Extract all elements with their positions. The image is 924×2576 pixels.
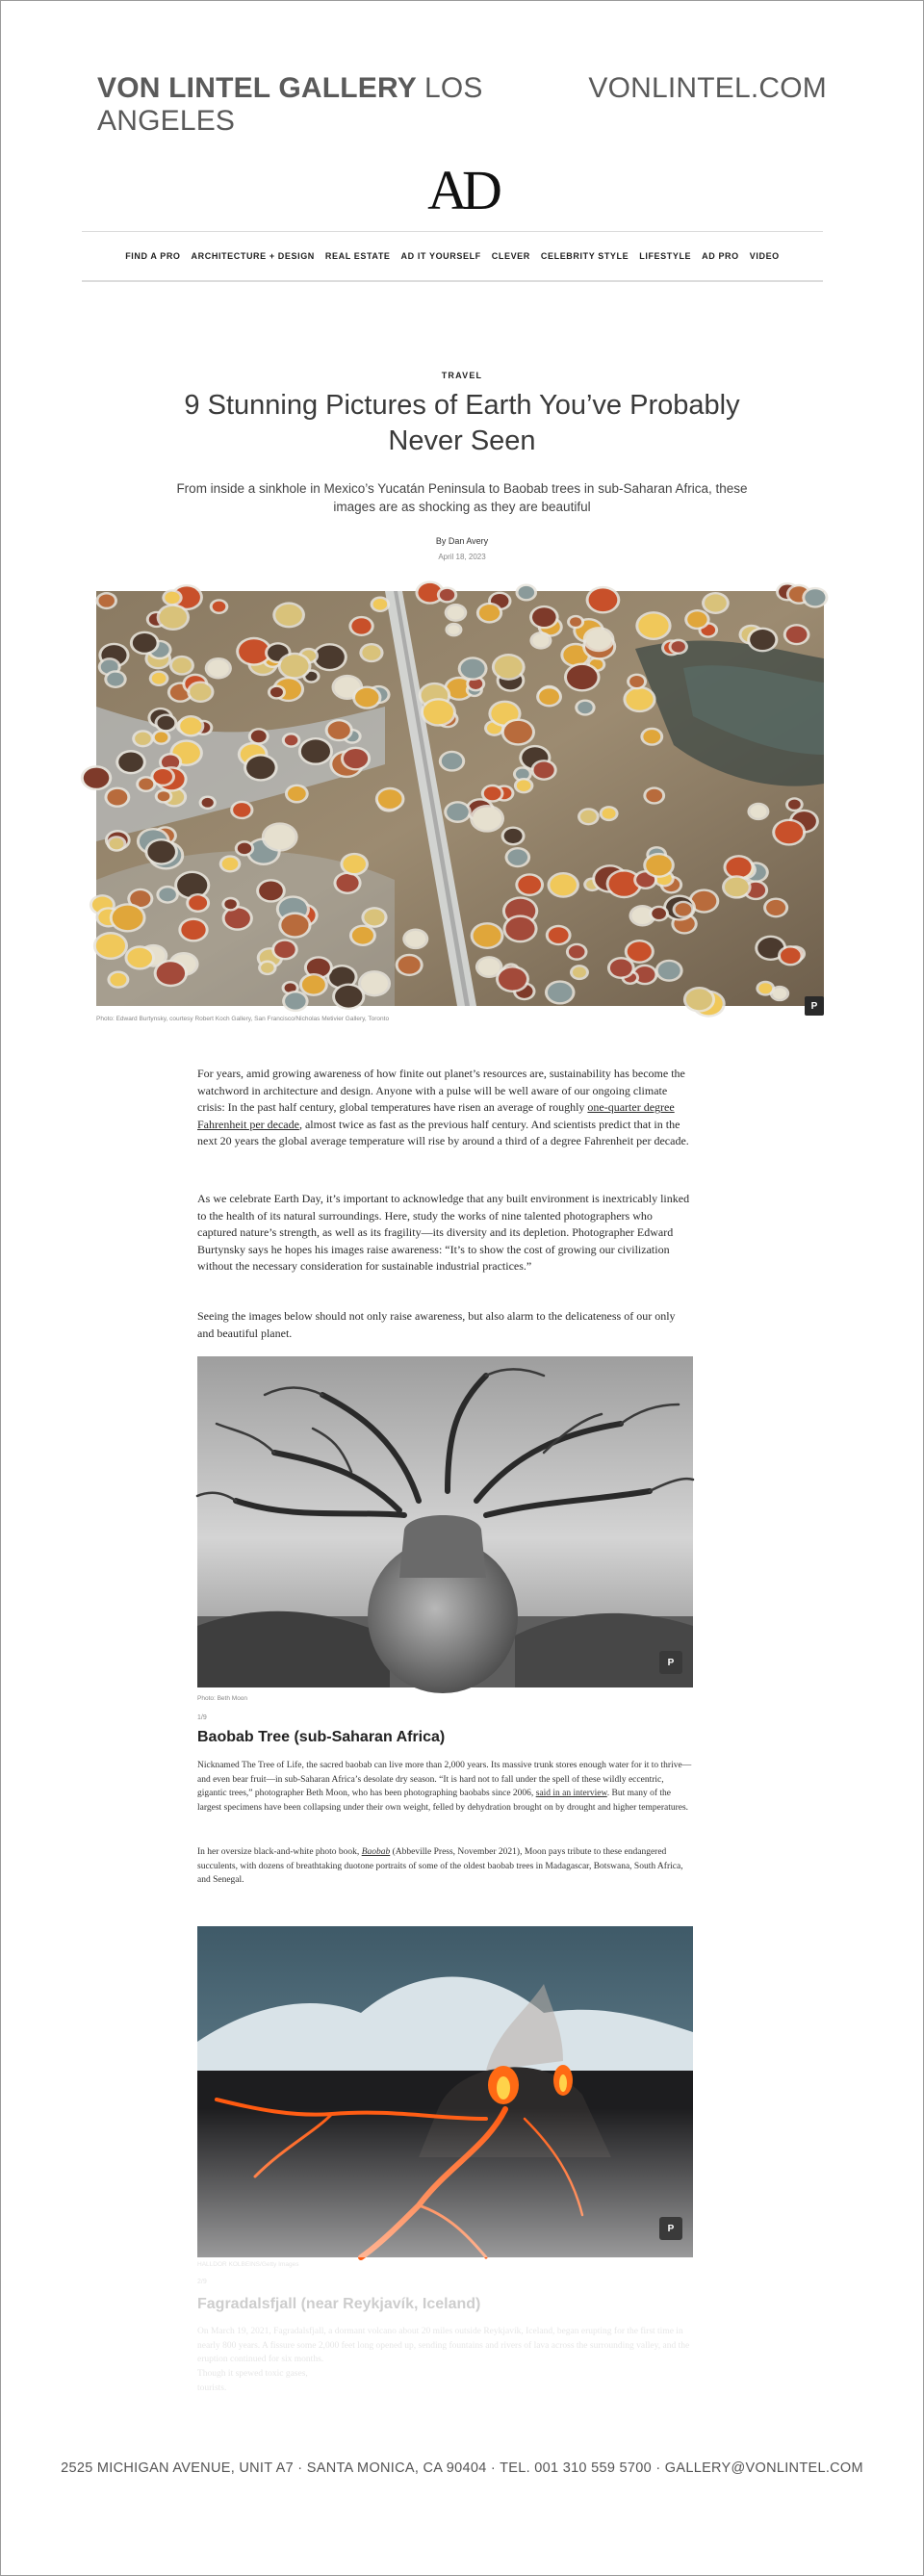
- volcano-paragraph-2: Though it spewed toxic gases,: [197, 2369, 308, 2379]
- article-paragraph-3: Seeing the images below should not only raise awareness, but also alarm to the delicateness of our only and beautiful planet.: [197, 1309, 676, 1340]
- pinterest-icon[interactable]: P: [659, 2217, 682, 2240]
- baobab-p1-text-end: . But many of the largest specimens have been collapsing under their own weight, felled by dehydration brought on by drought and higher temperatures.: [197, 1789, 689, 1813]
- nav-architecture-design[interactable]: ARCHITECTURE + DESIGN: [191, 251, 315, 261]
- nav-ad-it-yourself[interactable]: AD IT YOURSELF: [400, 251, 481, 261]
- nav-lifestyle[interactable]: LIFESTYLE: [639, 251, 692, 261]
- gallery-title[interactable]: [97, 72, 588, 138]
- volcano-slide-title: Fagradalsfjall (near Reykjavík, Iceland): [197, 2296, 481, 2312]
- baobab-paragraph-1: [197, 1759, 693, 1815]
- section-label[interactable]: TRAVEL: [441, 371, 483, 380]
- gallery-name: VON LINTEL GALLERY: [97, 72, 417, 104]
- baobab-p2-text-end: (Abbeville Press, November 2021), Moon pays tribute to these endangered succulents, with dozens of breathtaking duotone portraits of some of the oldest baobab trees in Madagascar, Botswana, South Africa, and Senegal.: [197, 1847, 683, 1886]
- volcano-paragraph-1: On March 19, 2021, Fagradalsfjall, a dormant volcano about 20 miles outside Reykjavík, Iceland, began erupting for the first time in nearly 800 years. A fissure some 2,000 feet long opened up, sending fountains and rivers of lava across the surrounding valley, and the eruption continued for six months.: [197, 2327, 690, 2365]
- article-p1-text-start: For years, amid growing awareness of how finite out planet’s resources are, sustainability has become the watchword in architecture and design. Anyone with a pulse will be well aware of our ongoing climate crisis: In the past half century, global temperatures have risen an average of roughly: [197, 1067, 685, 1115]
- nav-find-a-pro[interactable]: FIND A PRO: [125, 251, 181, 261]
- article-paragraph-2: As we celebrate Earth Day, it’s important to acknowledge that any built environment is inextricably linked to the health of its natural surroundings. Here, study the works of nine talented photographers who captured nature’s strength, as well as its fragility—its diversity and its depletion. Photographer Edward Burtynsky says he hopes his images raise awareness: “It’s to show the cost of growing our civilization without the necessary consideration for sustainable industrial practices.”: [197, 1192, 690, 1274]
- baobab-paragraph-2: [197, 1845, 693, 1888]
- baobab-photo: [197, 1356, 693, 1687]
- slide-counter: 1/9: [197, 1714, 207, 1721]
- slide-counter: 2/9: [197, 2279, 207, 2285]
- publish-date: April 18, 2023: [438, 553, 486, 561]
- pinterest-icon[interactable]: P: [659, 1651, 682, 1674]
- volcano-image: [197, 1926, 693, 2257]
- volcano-paragraph-3: tourists.: [197, 2383, 227, 2393]
- article-p1-text-end: , almost twice as fast as the previous half century. And scientists predict that in the next 20 years the global average temperature will rise by around a third of a degree Fahrenheit per decade.: [197, 1117, 689, 1148]
- volcano-photo-credit: HALLDOR KOLBEINS/Getty Images: [197, 2261, 299, 2268]
- nav-celebrity-style[interactable]: CELEBRITY STYLE: [540, 251, 629, 261]
- hero-image: [96, 591, 824, 1006]
- nav-ad-pro[interactable]: AD PRO: [702, 251, 739, 261]
- hero-photo-credit: Photo: Edward Burtynsky, courtesy Robert Koch Gallery, San Francisco/Nicholas Metivier Gallery, Toronto: [96, 1016, 390, 1022]
- nav-video[interactable]: VIDEO: [749, 251, 780, 261]
- nav-real-estate[interactable]: REAL ESTATE: [324, 251, 391, 261]
- interview-link[interactable]: said in an interview: [535, 1789, 607, 1799]
- baobab-photo-credit: Photo: Beth Moon: [197, 1695, 248, 1702]
- byline[interactable]: By Dan Avery: [435, 536, 489, 546]
- gallery-city: LOS ANGELES: [97, 72, 483, 137]
- article-dek: From inside a sinkhole in Mexico’s Yucatán Peninsula to Baobab trees in sub-Saharan Africa, these images are as shocking as they are beautiful: [176, 481, 748, 514]
- pinterest-icon[interactable]: P: [805, 996, 824, 1016]
- nav-clever[interactable]: CLEVER: [491, 251, 530, 261]
- gallery-footer: 2525 MICHIGAN AVENUE, UNIT A7 · SANTA MONICA, CA 90404 · TEL. 001 310 559 5700 · GALLERY@VONLINTEL.COM: [61, 2460, 863, 2476]
- article-paragraph-1: [197, 1066, 693, 1150]
- ad-nav: [82, 231, 823, 282]
- volcano-photo: [197, 1926, 693, 2257]
- article-headline: 9 Stunning Pictures of Earth You’ve Probably Never Seen: [184, 390, 740, 456]
- hero-photo: [96, 591, 824, 1006]
- baobab-book-link[interactable]: Baobab: [361, 1847, 391, 1857]
- temperature-link[interactable]: one-quarter degree Fahrenheit per decade: [197, 1100, 675, 1131]
- ad-logo[interactable]: AD: [427, 159, 497, 221]
- baobab-p1-text-start: Nicknamed The Tree of Life, the sacred baobab can live more than 2,000 years. Its massive trunk stores enough water for it to thrive—and even bear fruit—in sub-Saharan Africa’s desolate dry season. “It is hard not to fall under the spell of these wildly eccentric, gigantic trees,” photographer Beth Moon, who has been photographing baobabs since 2006,: [197, 1761, 692, 1799]
- baobab-p2-text-start: In her oversize black-and-white photo book,: [197, 1847, 362, 1857]
- baobab-slide-title: Baobab Tree (sub-Saharan Africa): [197, 1729, 446, 1745]
- gallery-site-link[interactable]: VONLINTEL.COM: [588, 72, 827, 104]
- baobab-image: [197, 1356, 693, 1687]
- gallery-header: [97, 72, 827, 137]
